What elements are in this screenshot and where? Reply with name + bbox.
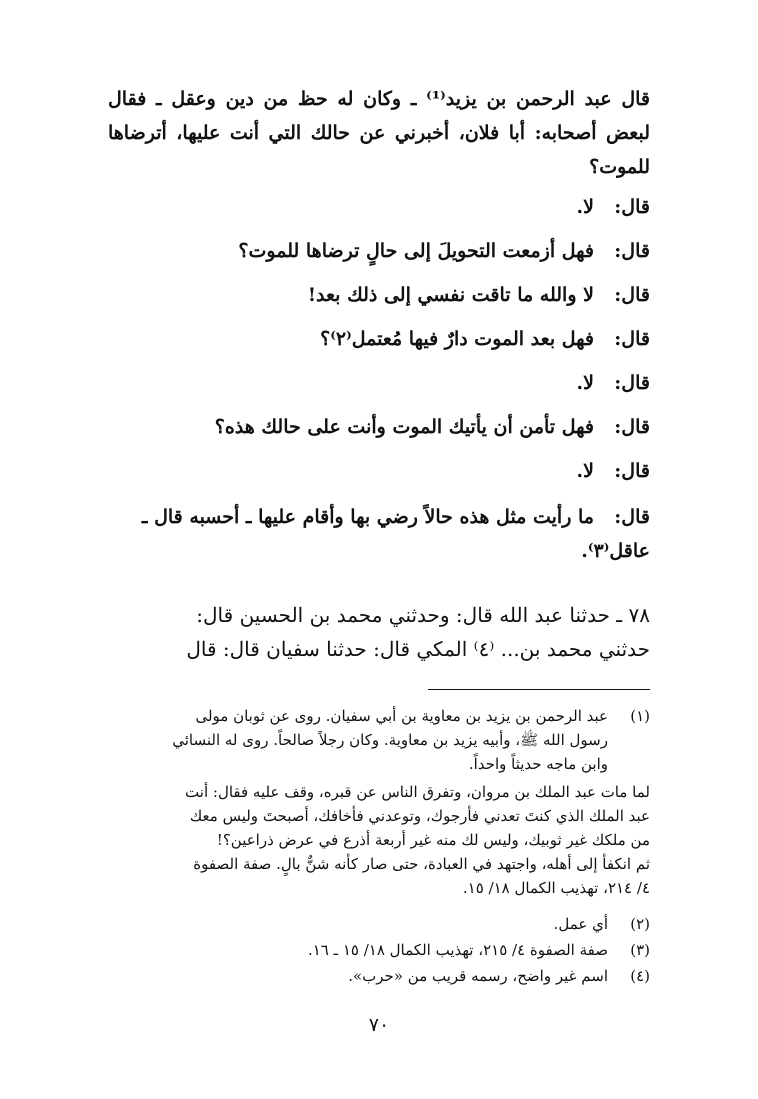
footnote-line: وابن ماجه حديثاً واحداً. <box>468 755 608 773</box>
footnote-number: (٤) <box>630 967 650 985</box>
footnote-line: عبد الرحمن بن يزيد بن معاوية بن أبي سفيان. روى عن ثوبان مولى <box>195 707 608 725</box>
speaker-label: قال: <box>614 372 650 394</box>
dialogue-text: لا. <box>576 372 594 394</box>
dialogue-text: ما رأيت مثل هذه حالاً رضي بها وأقام عليها ـ أحسبه قال ـ <box>141 506 594 528</box>
dialogue-text: عاقل⁽٣⁾. <box>581 540 650 562</box>
hadith-paragraph <box>108 598 650 666</box>
speaker-label: قال: <box>614 460 650 482</box>
dialogue-line-continuation <box>581 534 650 568</box>
footnote-line: رسول الله ﷺ، وأبيه يزيد بن معاوية. وكان رجلاً صالحاً. روى له النسائي <box>172 731 608 749</box>
footnote-number: (٢) <box>630 915 650 933</box>
opening-paragraph <box>108 82 650 184</box>
speaker-label: قال: <box>614 328 650 350</box>
dialogue-line <box>238 234 650 268</box>
speaker-label: قال: <box>614 284 650 306</box>
footnote-line: ثم انكفأ إلى أهله، واجتهد في العبادة، حتى صار كأنه شنٌّ بالٍ. صفة الصفوة <box>193 855 650 873</box>
footnote-1 <box>108 704 650 776</box>
speaker-label: قال: <box>614 196 650 218</box>
dialogue-line <box>142 500 650 534</box>
footnote-line: لما مات عبد الملك بن مروان، وتفرق الناس عن قبره، وقف عليه فقال: أنت <box>185 783 650 801</box>
speaker-label: قال: <box>614 506 650 528</box>
footnote-4 <box>108 964 650 988</box>
paragraph-text: قال عبد الرحمن بن يزيد⁽¹⁾ ـ وكان له حظ من دين وعقل ـ فقال لبعض أصحابه: أبا فلان، أخبرني عن حالك التي أنت عليها، أترضاها للموت؟ <box>108 88 650 178</box>
dialogue-line <box>308 278 650 312</box>
hadith-line: حدثني محمد بن... ⁽٤⁾ المكي قال: حدثنا سفيان قال: قال <box>186 637 650 661</box>
dialogue-text: لا. <box>576 460 594 482</box>
footnote-line: اسم غير واضح، رسمه قريب من «حرب». <box>348 967 608 985</box>
dialogue-text: فهل بعد الموت دارٌ فيها مُعتمل⁽٢⁾؟ <box>320 328 594 350</box>
dialogue-line <box>320 322 650 356</box>
footnote-2 <box>108 912 650 936</box>
footnote-line: أي عمل. <box>553 915 608 933</box>
speaker-label: قال: <box>614 416 650 438</box>
page-number: ٧٠ <box>368 1014 390 1036</box>
speaker-label: قال: <box>614 240 650 262</box>
footnote-line: من ملكك غير ثوبيك، وليس لك منه غير أربعة أذرع في عرض ذراعين؟! <box>216 831 650 849</box>
footnote-line: ٤/ ٢١٤، تهذيب الكمال ١٨/ ١٥. <box>462 879 650 897</box>
footnote-3 <box>108 938 650 962</box>
dialogue-line <box>577 190 651 224</box>
hadith-line: ٧٨ ـ حدثنا عبد الله قال: وحدثني محمد بن الحسين قال: <box>196 603 650 627</box>
footnote-divider <box>428 689 650 690</box>
dialogue-text: لا. <box>576 196 594 218</box>
footnote-number: (١) <box>630 707 650 725</box>
footnote-number: (٣) <box>630 941 650 959</box>
dialogue-text: فهل تأمن أن يأتيك الموت وأنت على حالك هذه؟ <box>214 416 594 438</box>
dialogue-line <box>577 366 651 400</box>
footnote-1-continuation <box>108 780 650 900</box>
dialogue-line <box>577 454 651 488</box>
footnote-line: عبد الملك الذي كنتَ تعدني فأرجوك، وتوعدني فأخافك، أصبحتَ وليس معك <box>189 807 650 825</box>
dialogue-line <box>215 410 650 444</box>
dialogue-text: لا والله ما تاقت نفسي إلى ذلك بعد! <box>307 284 594 306</box>
footnote-line: صفة الصفوة ٤/ ٢١٥، تهذيب الكمال ١٨/ ١٥ ـ ١٦. <box>307 941 608 959</box>
dialogue-text: فهل أزمعت التحويلَ إلى حالٍ ترضاها للموت؟ <box>238 240 594 262</box>
